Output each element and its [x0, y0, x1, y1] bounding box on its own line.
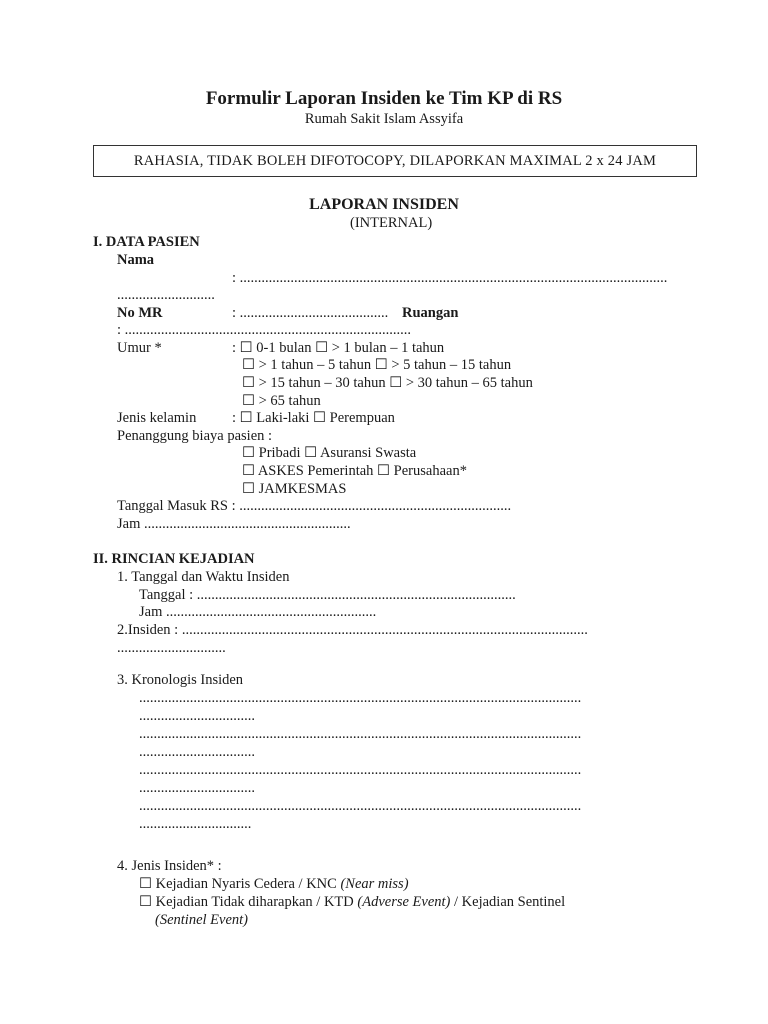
umur-options-3[interactable]: ☐ > 15 tahun – 30 tahun ☐ > 30 tahun – 65 tahun: [242, 375, 533, 391]
confidential-notice: RAHASIA, TIDAK BOLEH DIFOTOCOPY, DILAPORKAN MAXIMAL 2 x 24 JAM: [93, 145, 697, 177]
biaya-options-1[interactable]: ☐ Pribadi ☐ Asuransi Swasta: [242, 445, 417, 461]
jenis-insiden-label: 4. Jenis Insiden* :: [117, 858, 222, 874]
penanggung-biaya-label: Penanggung biaya pasien :: [117, 428, 273, 444]
tanggal-waktu-label: 1. Tanggal dan Waktu Insiden: [117, 569, 290, 585]
kronologis-line[interactable]: ..........................................................................................................................: [139, 726, 582, 742]
kronologis-line[interactable]: ................................: [139, 744, 255, 760]
section-1-heading: I. DATA PASIEN: [93, 234, 200, 250]
knc-text: ☐ Kejadian Nyaris Cedera / KNC: [139, 876, 341, 892]
ktd-italic-text: (Adverse Event): [357, 894, 451, 910]
biaya-options-3[interactable]: ☐ JAMKESMAS: [242, 481, 347, 497]
kronologis-line[interactable]: ..........................................................................................................................: [139, 762, 582, 778]
tanggal-masuk-field[interactable]: Tanggal Masuk RS : ...........................................................................: [117, 498, 512, 514]
tanggal-insiden-field[interactable]: Tanggal : ........................................................................................: [139, 587, 516, 603]
umur-options-1[interactable]: : ☐ 0-1 bulan ☐ > 1 bulan – 1 tahun: [232, 340, 445, 356]
nama-field[interactable]: : ......................................................................................................................: [232, 270, 668, 286]
report-title: LAPORAN INSIDEN: [309, 196, 459, 213]
jenis-insiden-ktd-option[interactable]: [139, 894, 565, 911]
biaya-options-2[interactable]: ☐ ASKES Pemerintah ☐ Perusahaan*: [242, 463, 467, 479]
ruangan-label: Ruangan: [402, 305, 459, 321]
sentinel-italic-text: (Sentinel Event): [155, 912, 248, 928]
kronologis-line[interactable]: ................................: [139, 708, 255, 724]
jenis-insiden-knc-option[interactable]: [139, 876, 409, 893]
nama-field-continued[interactable]: ...........................: [117, 287, 215, 303]
section-2-heading: II. RINCIAN KEJADIAN: [93, 551, 255, 567]
umur-options-4[interactable]: ☐ > 65 tahun: [242, 393, 321, 409]
umur-options-2[interactable]: ☐ > 1 tahun – 5 tahun ☐ > 5 tahun – 15 tahun: [242, 357, 512, 373]
nomr-field[interactable]: : .........................................: [232, 305, 389, 321]
ktd-text: ☐ Kejadian Tidak diharapkan / KTD: [139, 894, 358, 910]
insiden-field[interactable]: 2.Insiden : ................................................................................................................: [117, 622, 588, 638]
hospital-name: Rumah Sakit Islam Assyifa: [304, 111, 464, 127]
sentinel-event-italic: [155, 912, 248, 929]
jam-insiden-field[interactable]: Jam ..........................................................: [139, 604, 377, 620]
insiden-field-continued[interactable]: ..............................: [117, 640, 226, 656]
kronologis-line[interactable]: ...............................: [139, 816, 252, 832]
kronologis-label: 3. Kronologis Insiden: [117, 672, 244, 688]
report-subtitle: (INTERNAL): [350, 215, 433, 231]
jenis-kelamin-options[interactable]: : ☐ Laki-laki ☐ Perempuan: [232, 410, 395, 426]
nomr-label: No MR: [117, 305, 163, 321]
kronologis-line[interactable]: ..........................................................................................................................: [139, 690, 582, 706]
jam-field[interactable]: Jam .........................................................: [117, 516, 351, 532]
ruangan-field[interactable]: : ...............................................................................: [117, 322, 412, 338]
jenis-kelamin-label: Jenis kelamin: [117, 410, 197, 426]
form-title: Formulir Laporan Insiden ke Tim KP di RS: [205, 88, 563, 109]
nama-label: Nama: [117, 252, 155, 268]
kronologis-line[interactable]: ..........................................................................................................................: [139, 798, 582, 814]
sentinel-text: / Kejadian Sentinel: [450, 894, 566, 910]
knc-italic-text: (Near miss): [340, 876, 409, 892]
kronologis-line[interactable]: ................................: [139, 780, 255, 796]
umur-label: Umur *: [117, 340, 162, 356]
